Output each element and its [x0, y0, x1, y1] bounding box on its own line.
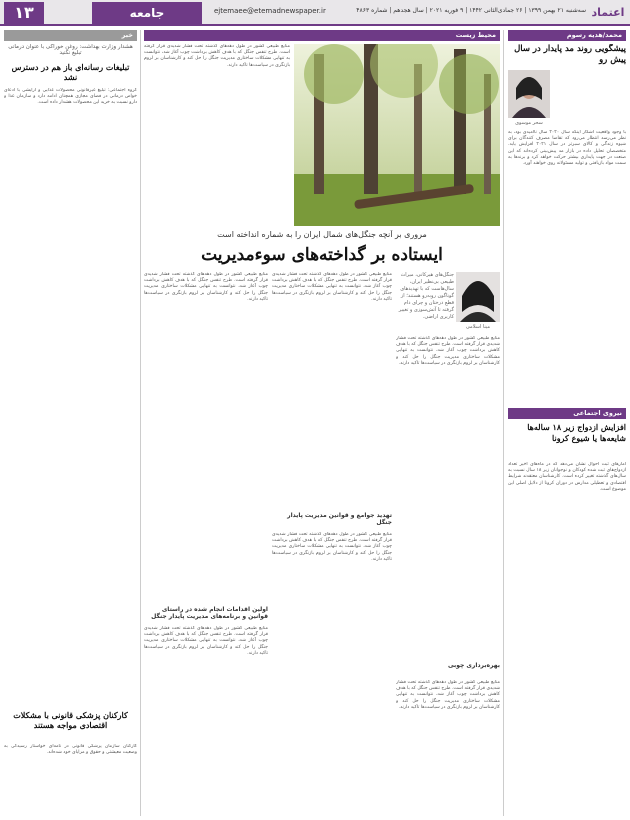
right-column-body: با وجود واقعیت آشکار اینکه سال ۲۰۲۰ سال ناامیدی بود، به نظر می‌رسد انتظار می‌رود که تقاضا مصرف کنندگان برای شیوه زندگی و کالای سبزتر در سال ۲۰۲۱ افزایش یابد. متخصصان تحلیل داده در بازار مد پیش‌بینی کرده‌اند که این صنعت در جهت پایداری بیشتر حرکت خواهد کرد و برندها به سمت مواد بازیافتی و تولید مسئولانه روی خواهند آورد.: [508, 130, 626, 167]
masthead: [0, 0, 630, 26]
page-number: ۱۳: [4, 2, 44, 24]
forest-photo: [294, 44, 500, 226]
left-headline-box: [4, 62, 137, 84]
right-lower-headline-box: [508, 422, 626, 458]
newspaper-logo: اعتماد: [591, 6, 625, 19]
author-photo-main: [456, 272, 500, 322]
main-col-3: منابع طبیعی کشور در طول دهه‌های گذشته تحت فشار شدیدی قرار گرفته است. طرح تنفس جنگل که با هدف کاهش برداشت چوب آغاز شد، نتوانست به تنهایی مشکلات ساختاری مدیریت جنگل را حل کند و کارشناسان بر لزوم بازنگری در سیاست‌ها تاکید دارند.: [144, 272, 268, 302]
left-lower-body: کارکنان سازمان پزشکی قانونی در نامه‌ای خواستار رسیدگی به وضعیت معیشتی و حقوق و مزایای خود شده‌اند.: [4, 744, 137, 756]
dateline: سه‌شنبه ۲۱ بهمن ۱۳۹۹ | ۲۶ جمادی‌الثانی ۱۴۴۲ | ۹ فوریه ۲۰۲۱ | سال هجدهم | شماره ۴۸۶۳: [356, 7, 586, 14]
left-lower-headline-box: [4, 710, 137, 740]
main-col-2-lower: منابع طبیعی کشور در طول دهه‌های گذشته تحت فشار شدیدی قرار گرفته است. طرح تنفس جنگل که با هدف کاهش برداشت چوب آغاز شد، نتوانست به تنهایی مشکلات ساختاری مدیریت جنگل را حل کند و کارشناسان بر لزوم بازنگری در سیاست‌ها تاکید دارند.: [272, 532, 392, 562]
right-lower-header: نیروی اجتماعی: [508, 408, 626, 419]
main-kicker: مروری بر آنچه جنگل‌های شمال ایران را به شماره انداخته است: [217, 230, 427, 239]
right-lower-body: آمارهای ثبت احوال نشان می‌دهد که در ماه‌های اخیر تعداد ازدواج‌های ثبت شده کودکان و نوجوانان زیر ۱۸ سال نسبت به سال‌های گذشته تغییر کرده است. کارشناسان معتقدند شرایط اقتصادی و تعطیلی مدارس در دوران کرونا از دلایل اصلی این موضوع است.: [508, 462, 626, 492]
right-author: سحر موسوی: [515, 120, 543, 126]
main-col-2: منابع طبیعی کشور در طول دهه‌های گذشته تحت فشار شدیدی قرار گرفته است. طرح تنفس جنگل که با هدف کاهش برداشت چوب آغاز شد، نتوانست به تنهایی مشکلات ساختاری مدیریت جنگل را حل کند و کارشناسان بر لزوم بازنگری در سیاست‌ها تاکید دارند.: [272, 272, 392, 302]
main-header: محیط زیست: [144, 30, 500, 41]
main-sub1-box: [144, 604, 268, 624]
left-headline: تبلیغات رسانه‌ای باز هم در دسترس نشد: [11, 62, 130, 82]
left-lower-headline: کارکنان پزشکی قانونی با مشکلات اقتصادی مواجه هستند: [13, 710, 128, 730]
main-subhead-1: اولین اقدامات انجام شده در راستای قوانین و برنامه‌های مدیریت پایدار جنگل: [151, 606, 268, 620]
left-column-body: گروه اجتماعی: تبلیغ غیرقانونی محصولات غذایی و آرایشی با ادعای خواص درمانی در فضای مجازی همچنان ادامه دارد و سازمان غذا و دارو نسبت به خرید این محصولات هشدار داده است.: [4, 88, 137, 106]
main-author: مینا اسلامی: [465, 324, 491, 330]
right-headline: پیشگویی روند مد پایدار در سال پیش رو: [514, 44, 626, 65]
main-subhead-2: تهدید جوامع و قوانین مدیریت پایدار جنگل: [287, 512, 392, 526]
divider-left: [140, 30, 141, 816]
section-title: جامعه: [92, 2, 202, 24]
right-lower-headline: افزایش ازدواج زیر ۱۸ ساله‌ها شایعه‌ها یا شیوع کرونا: [527, 422, 626, 443]
main-kicker-box: [144, 230, 500, 242]
author-photo-right: [508, 70, 550, 118]
main-headline: ایستاده بر گداخته‌های سوءمدیریت: [201, 245, 443, 265]
section-email[interactable]: ejtemaee@etemadnewspaper.ir: [214, 7, 326, 15]
main-lead: جنگل‌های هیرکانی، میراث طبیعی بی‌نظیر ایران، سال‌هاست که با تهدیدهای گوناگون روبه‌رو هستند؛ از قطع درختان و چرای دام گرفته تا آتش‌سوزی و تغییر کاربری اراضی.: [398, 272, 454, 320]
main-sub2-box: [272, 510, 392, 530]
left-kicker-box: [4, 44, 137, 62]
main-col-1-lower: منابع طبیعی کشور در طول دهه‌های گذشته تحت فشار شدیدی قرار گرفته است. طرح تنفس جنگل که با هدف کاهش برداشت چوب آغاز شد، نتوانست به تنهایی مشکلات ساختاری مدیریت جنگل را حل کند و کارشناسان بر لزوم بازنگری در سیاست‌ها تاکید دارند.: [396, 680, 500, 710]
main-sub3-box: [396, 660, 500, 678]
left-column-header: خبر: [4, 30, 137, 41]
main-col-3-lower: منابع طبیعی کشور در طول دهه‌های گذشته تحت فشار شدیدی قرار گرفته است. طرح تنفس جنگل که با هدف کاهش برداشت چوب آغاز شد، نتوانست به تنهایی مشکلات ساختاری مدیریت جنگل را حل کند و کارشناسان بر لزوم بازنگری در سیاست‌ها تاکید دارند.: [144, 626, 268, 656]
divider-right: [503, 30, 504, 816]
left-kicker: هشدار وزارت بهداشت: روغن خوراکی با عنوان درمانی تبلیغ نکنید: [8, 44, 133, 56]
right-column-header: محمد/هدیه رسوم: [508, 30, 626, 41]
main-subhead-3: بهره‌برداری چوبی: [447, 662, 500, 669]
main-top-left-body: منابع طبیعی کشور در طول دهه‌های گذشته تحت فشار شدیدی قرار گرفته است. طرح تنفس جنگل که با هدف کاهش برداشت چوب آغاز شد، نتوانست به تنهایی مشکلات ساختاری مدیریت جنگل را حل کند و کارشناسان بر لزوم بازنگری در سیاست‌ها تاکید دارند.: [144, 44, 290, 68]
main-headline-box: [144, 244, 500, 266]
main-col-1: منابع طبیعی کشور در طول دهه‌های گذشته تحت فشار شدیدی قرار گرفته است. طرح تنفس جنگل که با هدف کاهش برداشت چوب آغاز شد، نتوانست به تنهایی مشکلات ساختاری مدیریت جنگل را حل کند و کارشناسان بر لزوم بازنگری در سیاست‌ها تاکید دارند.: [396, 336, 500, 366]
